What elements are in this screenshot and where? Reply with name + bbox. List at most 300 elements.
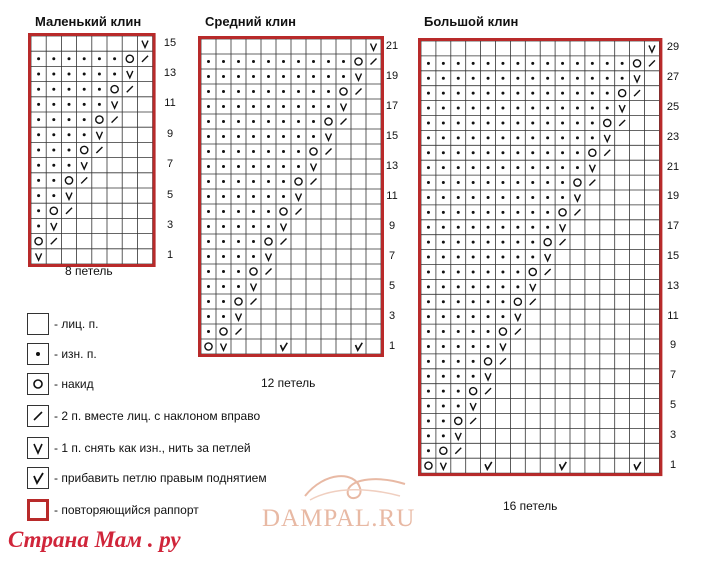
purl-stitch	[267, 135, 270, 138]
purl-stitch	[427, 300, 430, 303]
purl-stitch	[282, 60, 285, 63]
purl-stitch	[113, 57, 116, 60]
purl-stitch	[472, 375, 475, 378]
purl-stitch	[442, 107, 445, 110]
slip-stitch	[634, 75, 640, 82]
row-number: 5	[388, 279, 396, 292]
purl-stitch	[327, 105, 330, 108]
purl-stitch	[457, 62, 460, 65]
purl-stitch	[282, 75, 285, 78]
k2tog	[127, 86, 133, 92]
purl-stitch	[442, 405, 445, 408]
legend-label: - изн. п.	[54, 347, 97, 361]
row-number: 9	[388, 219, 396, 232]
purl-stitch	[222, 255, 225, 258]
purl-stitch	[472, 181, 475, 184]
purl-stitch	[222, 75, 225, 78]
purl-stitch	[237, 195, 240, 198]
yarn-over	[340, 88, 347, 95]
purl-stitch	[52, 149, 55, 152]
slip-stitch	[649, 45, 655, 52]
purl-stitch	[252, 180, 255, 183]
purl-stitch	[487, 241, 490, 244]
purl-stitch	[457, 315, 460, 318]
purl-stitch	[207, 315, 210, 318]
k2tog-icon	[27, 405, 49, 427]
purl-stitch	[501, 315, 504, 318]
purl-stitch	[297, 90, 300, 93]
purl-stitch	[342, 60, 345, 63]
site-watermark[interactable]: Страна Мам . ру	[8, 527, 181, 552]
purl-stitch	[606, 92, 609, 95]
yarn-over	[440, 447, 447, 454]
k2tog	[530, 299, 536, 305]
purl-stitch	[487, 107, 490, 110]
purl-stitch	[442, 345, 445, 348]
purl-stitch	[252, 240, 255, 243]
slip-stitch	[604, 135, 610, 142]
purl-stitch	[472, 226, 475, 229]
purl-stitch	[472, 107, 475, 110]
purl-stitch	[207, 120, 210, 123]
purl-stitch	[427, 449, 430, 452]
purl-stitch	[516, 121, 519, 124]
purl-stitch	[52, 118, 55, 121]
large-chart-title: Большой клин	[424, 14, 519, 29]
purl-stitch	[531, 107, 534, 110]
purl-stitch	[207, 135, 210, 138]
legend-label: - 2 п. вместе лиц. с наклоном вправо	[54, 409, 261, 423]
purl-stitch	[606, 77, 609, 80]
slip-stitch	[112, 101, 118, 108]
purl-stitch	[222, 135, 225, 138]
purl-stitch	[427, 151, 430, 154]
purl-stitch	[427, 196, 430, 199]
slip-stitch	[36, 253, 42, 260]
purl-stitch	[501, 77, 504, 80]
row-number: 1	[669, 458, 677, 471]
slip-stitch	[530, 284, 536, 291]
purl-stitch	[282, 165, 285, 168]
yarn-over	[589, 149, 596, 156]
purl-stitch	[531, 166, 534, 169]
purl-stitch	[297, 135, 300, 138]
purl-stitch	[83, 57, 86, 60]
right-lifted-increase-icon	[27, 467, 49, 489]
purl-stitch	[113, 73, 116, 76]
purl-stitch	[207, 330, 210, 333]
purl-stitch	[222, 105, 225, 108]
purl-stitch	[312, 60, 315, 63]
purl-stitch	[98, 103, 101, 106]
purl-stitch	[297, 105, 300, 108]
k2tog	[371, 59, 377, 65]
purl-stitch	[37, 133, 40, 136]
purl-stitch	[427, 107, 430, 110]
purl-stitch	[442, 434, 445, 437]
purl-stitch	[222, 210, 225, 213]
purl-stitch	[442, 419, 445, 422]
yarn-over	[559, 209, 566, 216]
slip-stitch	[341, 104, 347, 111]
purl-stitch	[282, 120, 285, 123]
purl-stitch	[472, 166, 475, 169]
purl-stitch	[252, 135, 255, 138]
purl-stitch	[267, 210, 270, 213]
purl-stitch	[252, 255, 255, 258]
legend-label: - накид	[54, 377, 94, 391]
purl-stitch	[531, 136, 534, 139]
k2tog	[649, 60, 655, 66]
row-number: 21	[666, 160, 680, 173]
small-chart-grid	[30, 35, 155, 266]
row-number: 19	[666, 190, 680, 203]
purl-stitch	[457, 151, 460, 154]
purl-stitch	[98, 88, 101, 91]
purl-stitch	[442, 300, 445, 303]
purl-stitch	[457, 196, 460, 199]
k2tog	[51, 238, 57, 244]
purl-stitch	[457, 345, 460, 348]
purl-stitch	[222, 60, 225, 63]
row-number: 15	[385, 129, 399, 142]
k2tog	[326, 149, 332, 155]
purl-stitch	[222, 225, 225, 228]
k2tog	[96, 147, 102, 153]
slip-stitch	[470, 403, 476, 410]
yarn-over	[220, 328, 227, 335]
purl-stitch	[501, 211, 504, 214]
purl-stitch	[207, 225, 210, 228]
row-number: 9	[669, 339, 677, 352]
row-number: 25	[666, 101, 680, 114]
purl-stitch	[427, 330, 430, 333]
purl-stitch	[252, 150, 255, 153]
purl-stitch	[472, 77, 475, 80]
purl-stitch	[427, 181, 430, 184]
slip-stitch-icon	[27, 437, 49, 459]
purl-stitch	[487, 121, 490, 124]
purl-stitch	[83, 133, 86, 136]
yarn-over	[355, 58, 362, 65]
purl-stitch	[222, 150, 225, 153]
purl-stitch	[68, 73, 71, 76]
purl-stitch	[442, 181, 445, 184]
purl-stitch	[457, 92, 460, 95]
purl-stitch	[282, 90, 285, 93]
purl-stitch	[267, 120, 270, 123]
purl-stitch	[427, 226, 430, 229]
row-number: 29	[666, 41, 680, 54]
purl-stitch	[531, 92, 534, 95]
right-lifted-increase	[281, 343, 288, 351]
k2tog	[589, 180, 595, 186]
purl-stitch	[312, 120, 315, 123]
purl-stitch	[531, 151, 534, 154]
k2tog	[560, 239, 566, 245]
slip-stitch	[266, 254, 272, 261]
row-number: 17	[666, 220, 680, 233]
purl-stitch	[222, 270, 225, 273]
purl-stitch	[442, 270, 445, 273]
slip-stitch	[560, 224, 566, 231]
purl-stitch	[442, 166, 445, 169]
purl-stitch	[222, 315, 225, 318]
row-number: 3	[166, 219, 174, 231]
row-number: 3	[388, 309, 396, 322]
knit-icon	[27, 313, 49, 335]
purl-stitch	[561, 181, 564, 184]
row-number: 13	[163, 67, 177, 79]
purl-stitch	[222, 285, 225, 288]
purl-stitch	[457, 181, 460, 184]
purl-stitch	[442, 375, 445, 378]
purl-stitch	[457, 211, 460, 214]
purl-stitch	[531, 241, 534, 244]
row-number: 21	[385, 39, 399, 52]
purl-stitch	[312, 75, 315, 78]
purl-stitch	[327, 90, 330, 93]
purl-stitch	[516, 107, 519, 110]
purl-stitch	[516, 196, 519, 199]
purl-stitch	[68, 164, 71, 167]
yarn-over	[633, 60, 640, 67]
purl-stitch	[52, 57, 55, 60]
yarn-over	[126, 55, 133, 62]
purl-stitch	[267, 150, 270, 153]
brand-swirl-logo	[300, 466, 410, 506]
large-chart-stitch-count: 16 петель	[503, 499, 558, 513]
purl-stitch	[531, 256, 534, 259]
k2tog	[634, 90, 640, 96]
purl-stitch	[472, 330, 475, 333]
legend-item-slip	[27, 435, 251, 461]
purl-stitch	[487, 211, 490, 214]
purl-stitch	[207, 270, 210, 273]
row-number: 3	[669, 428, 677, 441]
purl-stitch	[457, 256, 460, 259]
purl-stitch	[282, 135, 285, 138]
purl-stitch	[546, 151, 549, 154]
k2tog	[545, 269, 551, 275]
purl-stitch	[501, 181, 504, 184]
purl-stitch	[546, 92, 549, 95]
slip-stitch	[236, 314, 242, 321]
purl-stitch	[442, 315, 445, 318]
purl-stitch	[501, 166, 504, 169]
purl-stitch	[501, 121, 504, 124]
purl-stitch	[222, 90, 225, 93]
purl-stitch	[442, 241, 445, 244]
yarn-over	[455, 417, 462, 424]
purl-stitch	[531, 226, 534, 229]
purl-stitch	[222, 195, 225, 198]
yarn-over	[425, 462, 432, 469]
row-number: 11	[667, 309, 679, 322]
purl-stitch	[68, 88, 71, 91]
purl-stitch	[576, 136, 579, 139]
slip-stitch	[66, 193, 72, 200]
slip-stitch	[81, 162, 87, 169]
k2tog	[341, 119, 347, 125]
slip-stitch	[326, 134, 332, 141]
purl-stitch	[427, 345, 430, 348]
purl-stitch	[442, 226, 445, 229]
purl-stitch	[516, 211, 519, 214]
k2tog	[485, 388, 491, 394]
slip-stitch	[371, 44, 377, 51]
yarn-over	[295, 178, 302, 185]
purl-stitch	[442, 256, 445, 259]
purl-stitch	[546, 77, 549, 80]
purl-stitch	[297, 120, 300, 123]
purl-stitch	[591, 107, 594, 110]
purl-stitch	[442, 330, 445, 333]
purl-stitch	[68, 103, 71, 106]
purl-stitch	[37, 149, 40, 152]
purl-stitch	[427, 121, 430, 124]
purl-stitch	[312, 90, 315, 93]
purl-stitch	[457, 300, 460, 303]
yarn-over	[484, 358, 491, 365]
purl-stitch	[501, 92, 504, 95]
purl-stitch	[442, 77, 445, 80]
purl-stitch	[252, 60, 255, 63]
k2tog	[142, 56, 148, 62]
slip-stitch	[440, 463, 446, 470]
purl-stitch	[472, 151, 475, 154]
k2tog	[66, 208, 72, 214]
slip-stitch	[51, 223, 57, 230]
purl-stitch	[52, 164, 55, 167]
purl-stitch	[472, 300, 475, 303]
purl-stitch	[561, 62, 564, 65]
purl-stitch	[52, 103, 55, 106]
legend-item-k2tog	[27, 403, 260, 429]
purl-stitch	[207, 90, 210, 93]
yarn-over-icon	[27, 373, 49, 395]
row-number: 9	[166, 127, 174, 140]
purl-stitch	[252, 195, 255, 198]
row-number: 1	[166, 249, 174, 262]
purl-stitch	[68, 149, 71, 152]
purl-stitch	[501, 256, 504, 259]
purl-stitch	[442, 211, 445, 214]
purl-stitch	[297, 60, 300, 63]
small-chart-stitch-count: 8 петель	[65, 264, 113, 278]
row-number: 23	[666, 130, 680, 143]
purl-stitch	[442, 285, 445, 288]
slip-stitch	[251, 284, 257, 291]
purl-stitch	[222, 240, 225, 243]
purl-stitch	[252, 210, 255, 213]
purl-stitch	[487, 300, 490, 303]
purl-stitch	[252, 75, 255, 78]
legend-label: - лиц. п.	[54, 317, 99, 331]
yarn-over	[499, 328, 506, 335]
purl-stitch	[457, 360, 460, 363]
purl-stitch	[37, 209, 40, 212]
row-number: 13	[666, 279, 680, 292]
yarn-over	[50, 207, 57, 214]
small-chart-title: Маленький клин	[35, 14, 142, 29]
yarn-over	[574, 179, 581, 186]
purl-stitch	[501, 62, 504, 65]
purl-stitch	[207, 150, 210, 153]
purl-stitch	[516, 92, 519, 95]
purl-stitch	[487, 136, 490, 139]
purl-stitch	[472, 315, 475, 318]
yarn-over	[619, 90, 626, 97]
purl-stitch	[252, 165, 255, 168]
purl-stitch	[237, 90, 240, 93]
purl-stitch	[606, 107, 609, 110]
purl-stitch	[297, 165, 300, 168]
legend-item-knit	[27, 311, 98, 337]
purl-stitch	[501, 196, 504, 199]
slip-stitch	[500, 343, 506, 350]
row-number: 11	[164, 97, 176, 110]
purl-stitch	[207, 105, 210, 108]
slip-stitch	[311, 164, 317, 171]
yarn-over	[470, 388, 477, 395]
purl-stitch	[501, 151, 504, 154]
row-number: 19	[385, 69, 399, 82]
purl-stitch	[516, 285, 519, 288]
purl-stitch	[267, 90, 270, 93]
purl-stitch	[457, 77, 460, 80]
purl-stitch	[457, 285, 460, 288]
purl-stitch	[621, 62, 624, 65]
k2tog	[112, 117, 118, 123]
purl-stitch	[487, 270, 490, 273]
purl-stitch	[237, 180, 240, 183]
purl-stitch	[442, 390, 445, 393]
k2tog	[356, 89, 362, 95]
purl-stitch	[531, 196, 534, 199]
repeat-box-icon	[27, 499, 49, 521]
k2tog	[266, 269, 272, 275]
yarn-over	[325, 118, 332, 125]
purl-stitch	[487, 285, 490, 288]
purl-stitch	[442, 151, 445, 154]
purl-stitch	[621, 77, 624, 80]
purl-stitch	[487, 92, 490, 95]
yarn-over	[250, 268, 257, 275]
purl-stitch	[37, 103, 40, 106]
k2tog	[281, 239, 287, 245]
purl-stitch	[237, 75, 240, 78]
purl-stitch	[312, 135, 315, 138]
purl-stitch	[516, 270, 519, 273]
row-number: 15	[163, 36, 177, 49]
medium-chart-grid	[200, 38, 383, 356]
purl-stitch	[222, 180, 225, 183]
purl-stitch	[501, 226, 504, 229]
purl-stitch	[516, 181, 519, 184]
purl-stitch	[207, 165, 210, 168]
purl-stitch	[267, 225, 270, 228]
yarn-over	[65, 177, 72, 184]
purl-stitch	[501, 300, 504, 303]
yarn-over	[235, 298, 242, 305]
purl-stitch	[442, 92, 445, 95]
purl-stitch	[237, 240, 240, 243]
purl-stitch	[237, 105, 240, 108]
purl-stitch	[427, 285, 430, 288]
purl-stitch	[237, 255, 240, 258]
purl-stitch	[487, 345, 490, 348]
